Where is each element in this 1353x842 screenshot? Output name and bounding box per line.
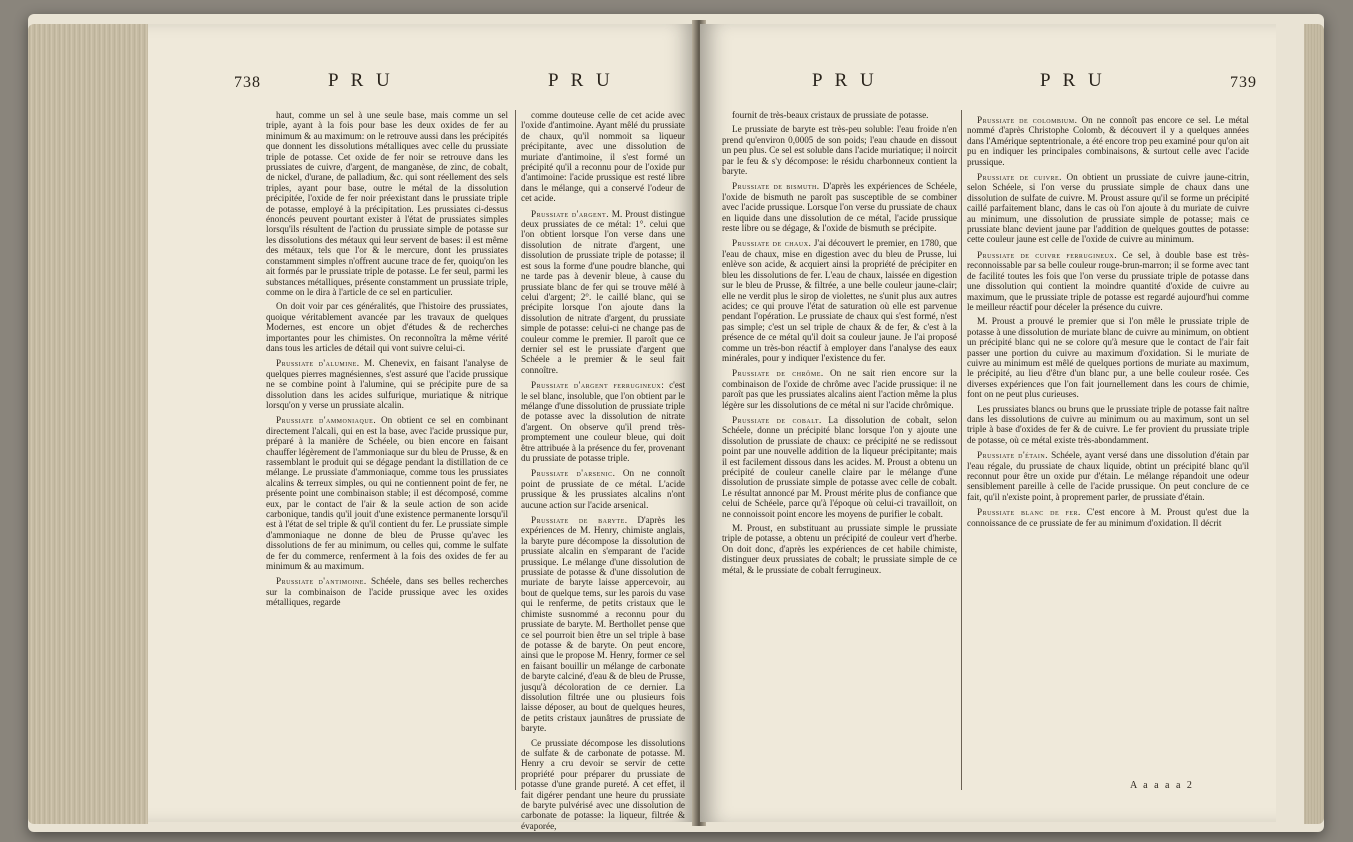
left-column-1 xyxy=(266,110,508,612)
right-column-1 xyxy=(722,110,957,579)
entry-text: J'ai découvert le premier, en 1780, que l'eau de chaux, mise en digestion avec du bleu de Prusse, lui enlève son acide, & acquiert ainsi la propriété de précipiter en bleu les dissolutions de fer. L'eau de chaux, laissée en digestion sur le bleu de Prusse, & filtrée, a une belle couleur jaune-clair; elle ne verdit plus le sirop de violettes, ne s'unit plus aux autres acides; ce qui prouve l'état de saturation où elle est parvenue pendant l'opération. Le prussiate de chaux qui s'est formé, n'est pas simple; c'est un sel triple de chaux & de fer, & c'est à la présence de ce métal qu'il doit sa couleur jaune. Je l'ai proposé comme un très-bon réactif à employer dans l'analyse des eaux minérales, pour y indiquer l'existence du fer. xyxy=(722,238,957,363)
right-page xyxy=(700,24,1276,822)
entry-heading: Prussiate de cuivre ferrugineux. xyxy=(977,249,1118,260)
signature-mark: A a a a a 2 xyxy=(1130,780,1194,791)
entry-text: On doit voir par ces généralités, que l'histoire des prussiates, quoique véritablement avancée par les travaux de quelques Modernes, est encore un objet d'études & de recherches importantes pour les chimistes. On reconnoîtra la même vérité dans tous les articles de détail qui vont suivre celui-ci. xyxy=(266,301,508,353)
entry-text: fournit de très-beaux cristaux de prussiate de potasse. xyxy=(732,110,929,120)
paragraph xyxy=(967,404,1249,446)
entry-text: On ne sait rien encore sur la combinaison de l'oxide de chrôme avec l'acide prussique: il ne paroît pas que les prussiates alcalins aient l'action même la plus légère sur les dissolutions de ce métal ni sur l'acide chrômique. xyxy=(722,368,957,410)
paragraph xyxy=(266,301,508,353)
entry-heading: Prussiate de colombium. xyxy=(977,115,1078,125)
left-page xyxy=(148,24,696,831)
entry-text: La dissolution de cobalt, selon Schéele, donne un précipité blanc lorsque l'on y ajoute une dissolution de prussiate de chaux: ce précipité ne se redissout point par une nouvelle addition de la liqueur précipitante; mais il est facilement dissous dans les acides. M. Proust a obtenu un précipité de couleur canelle claire par le mélange d'une dissolution de prussiate simple de potasse avec celle de cobalt. Le résultat annoncé par M. Proust mérite plus de confiance que celui de Schéele, parce qu'à l'époque où celui-ci travailloit, on ne connoissoit point encore les moyens de purifier le cobalt. xyxy=(722,414,958,519)
paragraph xyxy=(967,507,1249,528)
entry-text: Le prussiate de baryte est très-peu soluble: l'eau froide n'en prend qu'environ 0,0005 de son poids; l'eau chaude en dissout un peu plus. Ce sel est soluble dans l'acide muriatique; il noircit par le feu & s'y décompose: le résidu charbonneux contient la baryte. xyxy=(722,124,957,177)
entry-text: c'est le sel blanc, insoluble, que l'on obtient par le mélange d'une dissolution de prussiate triple de potasse avec la dissolution de nitrate d'argent. On observe qu'il prend très-promptement une couleur bleue, qui doit être attribuée à la présence du fer, provenant du prussiate de potasse triple. xyxy=(521,380,686,463)
entry-text: M. Proust, en substituant au prussiate simple le prussiate triple de potasse, a obtenu un précipité de couleur vert d'herbe. On doit donc, d'après les expériences de cet habile chimiste, distinguer deux prussiates de cobalt; le prussiate simple de ce métal, & le prussiate de cobalt ferrugineux. xyxy=(722,523,957,575)
entry-text: haut, comme un sel à une seule base, mais comme un sel triple, ayant à la fois pour base les deux oxides de fer au minimum & au maximum: on le retrouve aussi dans les précipités que donnent les dissolutions métalliques avec celle du prussiate triple de potasse. Cet oxide de fer noir se retrouve dans les prussiates de cuivre, d'argent, de manganèse, de zinc, de cobalt, de nickel, d'urane, de palladium, &c. qui sont réellement des sels triples, ayant pour base, outre le métal de la dissolution précipitée, l'oxide de fer noir préexistant dans le prussiate triple de potasse, employé à la précipitation. Les prussiates ci-dessus énoncés peuvent pourtant exister à l'état de prussiates simples lorsqu'ils résultent de l'action du prussiate simple de potasse sur les dissolutions des métaux qui leur servent de bases: il est même des métaux, tels que l'or & le mercure, dont les prussiates constamment simples n'offrent aucune trace de fer, quoiqu'on les ait formés par le prussiate triple de potasse. Le fer seul, parmi les substances métalliques, présente constamment un prussiate triple, comme on le dira à l'article de ce sel en particulier. xyxy=(266,110,508,297)
entry-text: M. Chenevix, en faisant l'analyse de quelques pierres magnésiennes, s'est assuré que l'acide prussique ne se combine point à l'alumine, qui se précipite pure de sa dissolution dans les acides sulfurique, muriatique & nitrique lorsqu'on y verse un prussiate alcalin. xyxy=(266,358,508,410)
paragraph xyxy=(521,738,685,832)
right-column-2 xyxy=(967,110,1249,532)
column-rule xyxy=(515,110,516,790)
entry-text: On ne connoît pas encore ce sel. Le métal nommé d'après Christophe Colomb, & découvert il y a quelques années dans l'Amérique septentrionale, a été encore trop peu examiné pour qu'on ait pu en indiquer les principales combinaisons, & surtout celle avec l'acide prussique. xyxy=(967,115,1249,167)
running-head-right-b: P R U xyxy=(1040,70,1106,91)
paragraph xyxy=(967,316,1249,399)
entry-text: Schéele, ayant versé dans une dissolution d'étain par l'eau régale, du prussiate de chaux liquide, obtint un précipité blanc qu'il reconnut pour être un oxide pur d'étain. Le mélange répandoit une odeur sensiblement pareille à celle de l'acide prussique. On peut conclure de ce fait, qu'il n'existe point, à proprement parler, de prussiate d'étain. xyxy=(967,450,1250,502)
paragraph xyxy=(521,110,685,204)
entry-heading: Prussiate d'alumine. xyxy=(276,358,360,369)
paragraph xyxy=(521,209,685,376)
page-number-right: 739 xyxy=(1230,74,1257,91)
page-edges-right xyxy=(1304,24,1324,824)
entry-heading: Prussiate d'arsenic. xyxy=(531,468,616,479)
paragraph xyxy=(722,368,957,410)
entry-heading: Prussiate d'argent ferrugineux: xyxy=(531,380,665,391)
running-head-left-a: P R U xyxy=(328,70,394,91)
paragraph xyxy=(967,115,1249,167)
entry-text: On obtient un prussiate de cuivre jaune-citrin, selon Schéele, si l'on verse du prussiate simple de chaux dans une dissolution de sulfate de cuivre. M. Proust assure qu'il se forme un précipité caillé parfaitement blanc, dans le cas où l'on ajoute à du muriate de cuivre au minimum, une dissolution de prussiate simple de potasse; mais ce prussiate blanc devient jaune par l'addition de quelques gouttes de potasse: cette couleur jaune est celle de l'oxide de cuivre au minimum. xyxy=(967,172,1249,245)
running-head-right-a: P R U xyxy=(812,70,878,91)
entry-heading: Prussiate d'étain. xyxy=(977,450,1048,461)
entry-heading: Prussiate d'argent. xyxy=(531,208,610,219)
paragraph xyxy=(266,576,508,607)
entry-text: D'après les expériences de M. Henry, chimiste anglais, la baryte pure décompose la dissolution de prussiate alcalin en s'emparant de l'acide prussique. Le mélange d'une dissolution de prussiate de potasse & d'une dissolution de muriate de baryte laisse appercevoir, au bout de quelque tems, sur les parois du vase qui le renferme, de petits cristaux que le chimiste susnommé a reconnu pour du prussiate de baryte. M. Berthollet pense que ce sel pourroit bien être un sel triple à base de potasse & de baryte. On peut encore, ainsi que le propose M. Henry, former ce sel en faisant bouillir un mélange de carbonate de baryte calciné, d'eau & de bleu de Prusse, jusqu'à décoloration de ce dernier. La dissolution filtrée une ou plusieurs fois laisse déposer, au bout de quelques heures, de petits cristaux jaunâtres de prussiate de baryte. xyxy=(521,515,685,734)
entry-heading: Prussiate de bismuth. xyxy=(732,181,820,192)
entry-heading: Prussiate de cobalt. xyxy=(732,414,822,425)
entry-text: M. Proust a prouvé le premier que si l'on mêle le prussiate triple de potasse à une dissolution de muriate blanc de cuivre au minimum, on obtient un précipité blanc qui ne se colore qu'à mesure que le contact de l'air fait passer une portion du cuivre au maximum d'oxidation. Si le muriate de cuivre au minimum est mêlé de quelques portions de muriate au maximum, le précipité, au lieu d'être d'un blanc pur, a une belle couleur rosée. Ces diverses expériences que l'on fait journellement dans les cours de chimie, font on ne peut plus curieuses. xyxy=(967,316,1249,400)
entry-heading: Prussiate de chrôme. xyxy=(732,368,824,379)
page-number-left: 738 xyxy=(234,74,261,91)
paragraph xyxy=(266,415,508,571)
entry-text: D'après les expériences de Schéele, l'oxide de bismuth ne paroît pas susceptible de se combiner avec l'acide prussique. Lorsque l'on verse du prussiate de chaux en liquide dans une dissolution de ce métal, l'acide prussique reste libre ou se dégage, & l'oxide de bismuth se précipite. xyxy=(722,181,957,234)
column-rule xyxy=(961,110,962,790)
entry-heading: Prussiate de baryte. xyxy=(531,515,628,526)
entry-text: C'est encore à M. Proust qu'est due la connoissance de ce prussiate de fer au minimum d'oxidation. Il décrit xyxy=(967,507,1250,528)
paragraph xyxy=(967,450,1249,502)
paragraph xyxy=(722,181,957,233)
entry-heading: Prussiate de chaux. xyxy=(732,238,812,249)
paragraph xyxy=(967,172,1249,245)
entry-text: Schéele, dans ses belles recherches sur la combinaison de l'acide prussique avec les oxides métalliques, regarde xyxy=(266,576,508,608)
entry-text: On ne connoît point de prussiate de ce métal. L'acide prussique & les prussiates alcalins n'ont aucune action sur l'acide arsenical. xyxy=(521,468,685,510)
entry-heading: Prussiate d'antimoine. xyxy=(276,576,367,587)
paragraph xyxy=(722,415,957,519)
paragraph xyxy=(967,250,1249,312)
entry-heading: Prussiate d'ammoniaque. xyxy=(276,415,377,426)
paragraph xyxy=(266,110,508,297)
entry-text: M. Proust distingue deux prussiates de ce métal: 1°. celui que l'on obtient lorsque l'on verse dans une dissolution de nitrate d'argent, une dissolution de prussiate triple de potasse; il est sous la forme d'une poudre blanche, qui ne tarde pas à devenir bleue, à cause du prussiate blanc de fer qui se trouve mêlé à celui d'argent; 2°. le caillé blanc, qui se précipite lorsque l'on ajoute dans la dissolution de nitrate d'argent, du prussiate simple de potasse: celui-ci ne change pas de couleur comme le premier. Il paroît que ce dernier sel est le prussiate d'argent que Schéele a le premier & le seul fait connoître. xyxy=(521,208,685,375)
left-column-2 xyxy=(521,110,685,835)
paragraph xyxy=(722,523,957,575)
entry-text: Ce sel, à double base est très-reconnoissable par sa belle couleur rouge-brun-marron; il se forme avec tant de facilité toutes les fois que l'on verse du prussiate triple de potasse dans une dissolution qui contient la moindre quantité d'oxide de cuivre au maximum, que le prussiate triple de potasse est regardé aujourd'hui comme le meilleur réactif pour déceler la présence du cuivre. xyxy=(967,249,1249,312)
entry-heading: Prussiate de cuivre. xyxy=(977,172,1062,183)
paragraph xyxy=(722,124,957,176)
entry-text: Les prussiates blancs ou bruns que le prussiate triple de potasse fait naître dans les dissolutions de cuivre au minimum ou au maximum, sont un sel triple à base d'oxides de fer & de cuivre. Le fer provient du prussiate triple de potasse, où ce métal existe très-abondamment. xyxy=(967,403,1249,445)
entry-text: comme douteuse celle de cet acide avec l'oxide d'antimoine. Ayant mêlé du prussiate de chaux, qu'il nommoit sa liqueur précipitante, avec une dissolution de muriate d'antimoine, il s'est formé un précipité qu'il a reconnu pour de l'oxide pur d'antimoine: l'acide prussique est resté libre dans le mélange, qui a conservé l'odeur de cet acide. xyxy=(521,110,685,204)
paragraph xyxy=(722,110,957,120)
paragraph xyxy=(266,358,508,410)
paragraph xyxy=(521,380,685,463)
entry-heading: Prussiate blanc de fer. xyxy=(977,507,1081,518)
entry-text: On obtient ce sel en combinant directement l'alcali, qui en est la base, avec l'acide prussique pur, préparé à la manière de Schéele, ou bien encore en faisant chauffer légèrement de l'ammoniaque sur du bleu de Prusse, & en rassemblant le produit qui se dégage pendant la distillation de ce mélange. Le prussiate d'ammoniaque, comme tous les prussiates alcalins & terreux simples, ou qui ne contiennent point de fer, ne présente point une combinaison stable; il est décomposé, comme eux, par le contact de l'air & la seule action de son acide carbonique, tandis qu'il jouit d'une existence permanente lorsqu'il est à l'état de sel triple & qu'il contient du fer. Le prussiate simple d'ammoniaque ne donne de bleu de Prusse qu'avec les dissolutions de fer au minimum, ou celles qui, comme le sulfate de fer du commerce, renferment à la fois des oxides de fer au minimum & au maximum. xyxy=(266,415,509,572)
paragraph xyxy=(722,238,957,363)
entry-text: Ce prussiate décompose les dissolutions de sulfate & de carbonate de potasse. M. Henry a cru devoir se servir de cette propriété pour préparer du prussiate de potasse d'une grande pureté. A cet effet, il fait digérer pendant une heure du prussiate de baryte pulvérisé avec une dissolution de carbonate de potasse: la liqueur, filtrée & évaporée, xyxy=(521,737,685,831)
paragraph xyxy=(521,468,685,510)
paragraph xyxy=(521,515,685,734)
page-edges-left xyxy=(28,24,148,824)
running-head-left-b: P R U xyxy=(548,70,614,91)
